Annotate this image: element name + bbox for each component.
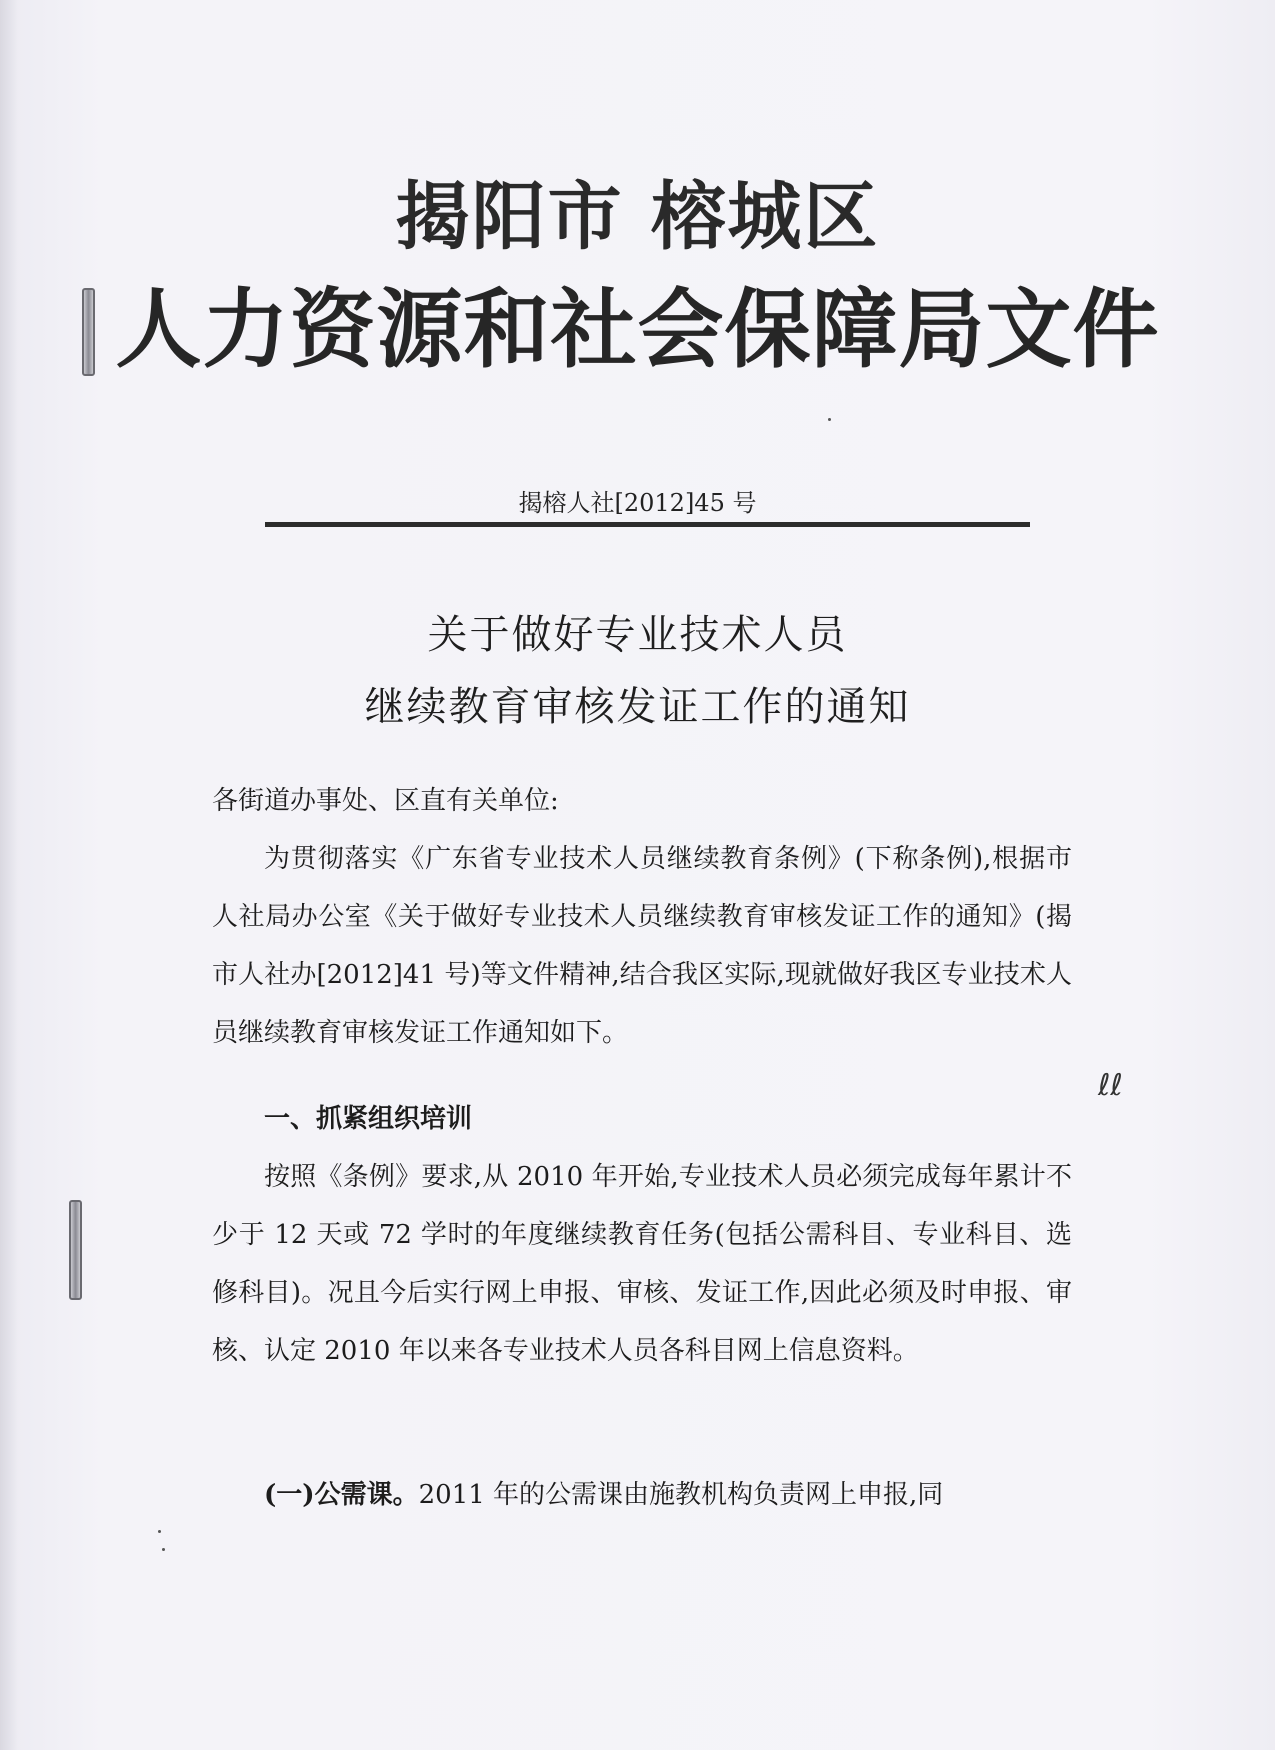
scan-speck: [162, 1548, 165, 1551]
title-line-2: 继续教育审核发证工作的通知: [364, 684, 911, 730]
masthead-line-1: 揭阳市 榕城区: [395, 174, 880, 260]
salutation: 各街道办事处、区直有关单位:: [212, 786, 559, 816]
handwritten-margin-mark: ℓℓ: [1098, 1068, 1123, 1103]
paragraph-3-text: 2011 年的公需课由施教机构负责网上申报,同: [418, 1480, 944, 1510]
paragraph-2: 按照《条例》要求,从 2010 年开始,专业技术人员必须完成每年累计不少于 12 天或 72 学时的年度继续教育任务(包括公需科目、专业科目、选修科目)。况且今后实行网上申报、审核、发证工作,因此必须及时申报、审核、认定 2010 年以来各专业技术人员各科目网上信息资料。: [212, 1162, 1072, 1366]
header-rule: [265, 522, 1030, 527]
document-number: 揭榕人社[2012]45 号: [518, 489, 757, 517]
scan-speck: [828, 418, 831, 421]
paragraph-3: [212, 1466, 1072, 1524]
scan-speck: [158, 1530, 161, 1533]
title-line-1: 关于做好专业技术人员: [427, 612, 848, 658]
subsection-label: (一)公需课。: [264, 1480, 419, 1510]
paragraph-1: 为贯彻落实《广东省专业技术人员继续教育条例》(下称条例),根据市人社局办公室《关于做好专业技术人员继续教育审核发证工作的通知》(揭市人社办[2012]41 号)等文件精神,结合我区实际,现就做好我区专业技术人员继续教育审核发证工作通知如下。: [212, 844, 1072, 1048]
section-1-heading: 一、抓紧组织培训: [264, 1104, 473, 1134]
masthead-line-2: 人力资源和社会保障局文件: [115, 279, 1160, 380]
staple-bottom: [69, 1200, 82, 1300]
